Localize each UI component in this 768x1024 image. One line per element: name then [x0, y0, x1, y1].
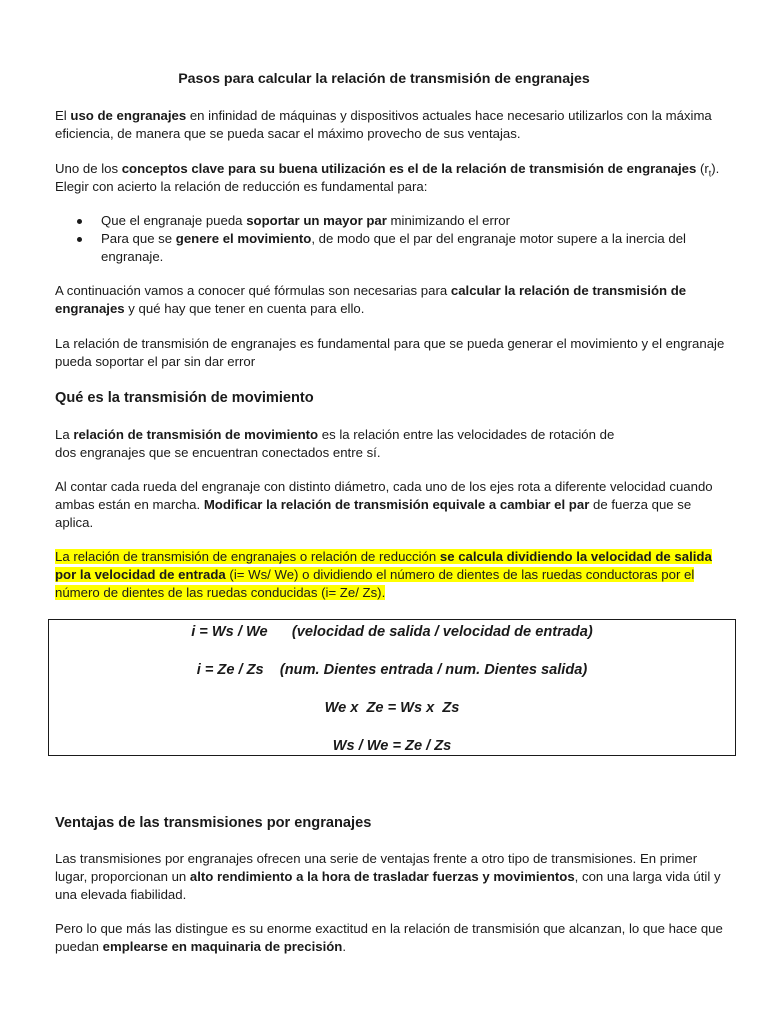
formula-ratio-teeth: i = Ze / Zs (num. Dientes entrada / num. Dientes salida)	[196, 662, 588, 678]
intro-paragraph-2: Uno de los conceptos clave para su buena utilización es el de la relación de transmisión de engranajes $(r_t)$. Elegir con acierto la relación de reducción es fundamental para:	[55, 161, 720, 194]
section1-paragraph-2: Al contar cada rueda del engranaje con distinto diámetro, cada uno de los ejes rota a diferente velocidad cuando ambas están en marcha. Modificar la relación de transmisión equivale a cambiar el par de fuerza que se aplica.	[55, 479, 713, 530]
intro-paragraph-1: El uso de engranajes en infinidad de máquinas y dispositivos actuales hace necesario utilizarlos con la máxima eficiencia, de manera que se pueda sacar el máximo provecho de sus ventajas.	[55, 108, 712, 141]
section-heading-ventajas: Ventajas de las transmisiones por engranajes	[55, 815, 372, 831]
section2-paragraph-2: Pero lo que más las distingue es su enorme exactitud en la relación de transmisión que alcanzan, lo que hace que puedan emplearse en maquinaria de precisión.	[55, 921, 723, 954]
list-item: Que el engranaje pueda soportar un mayor par minimizando el error	[55, 212, 725, 230]
list-item: Para que se genere el movimiento, de modo que el par del engranaje motor supere a la inercia del engranaje.	[55, 230, 725, 266]
formula-equality: We x Ze = Ws x Zs	[324, 700, 460, 716]
intro-bullet-list	[55, 212, 725, 266]
section-heading-transmision: Qué es la transmisión de movimiento	[55, 390, 314, 406]
intro-paragraph-3: A continuación vamos a conocer qué fórmulas son necesarias para calcular la relación de transmisión de engranajes y qué hay que tener en cuenta para ello.	[55, 283, 687, 316]
formula-box	[48, 619, 736, 756]
formula-ratio-velocity: i = Ws / We (velocidad de salida / velocidad de entrada)	[191, 624, 593, 640]
document-title: Pasos para calcular la relación de transmisión de engranajes	[178, 71, 590, 87]
section1-paragraph-1: La relación de transmisión de movimiento es la relación entre las velocidades de rotación de dos engranajes que se encuentran conectados entre sí.	[55, 427, 615, 460]
formula-proportion: Ws / We = Ze / Zs	[332, 738, 452, 754]
highlighted-paragraph: La relación de transmisión de engranajes o relación de reducción se calcula dividiendo la velocidad de salida por la velocidad de entrada (i= Ws/ We) o dividiendo el número de dientes de las ruedas conductoras por el número de dientes de las ruedas conducidas (i= Ze/ Zs).	[55, 549, 712, 600]
section2-paragraph-1: Las transmisiones por engranajes ofrecen una serie de ventajas frente a otro tipo de transmisiones. En primer lugar, proporcionan un alto rendimiento a la hora de trasladar fuerzas y movimientos, con una larga vida útil y una elevada fiabilidad.	[55, 851, 721, 902]
intro-paragraph-4: La relación de transmisión de engranajes es fundamental para que se pueda generar el movimiento y el engranaje pueda soportar el par sin dar error	[55, 336, 725, 369]
